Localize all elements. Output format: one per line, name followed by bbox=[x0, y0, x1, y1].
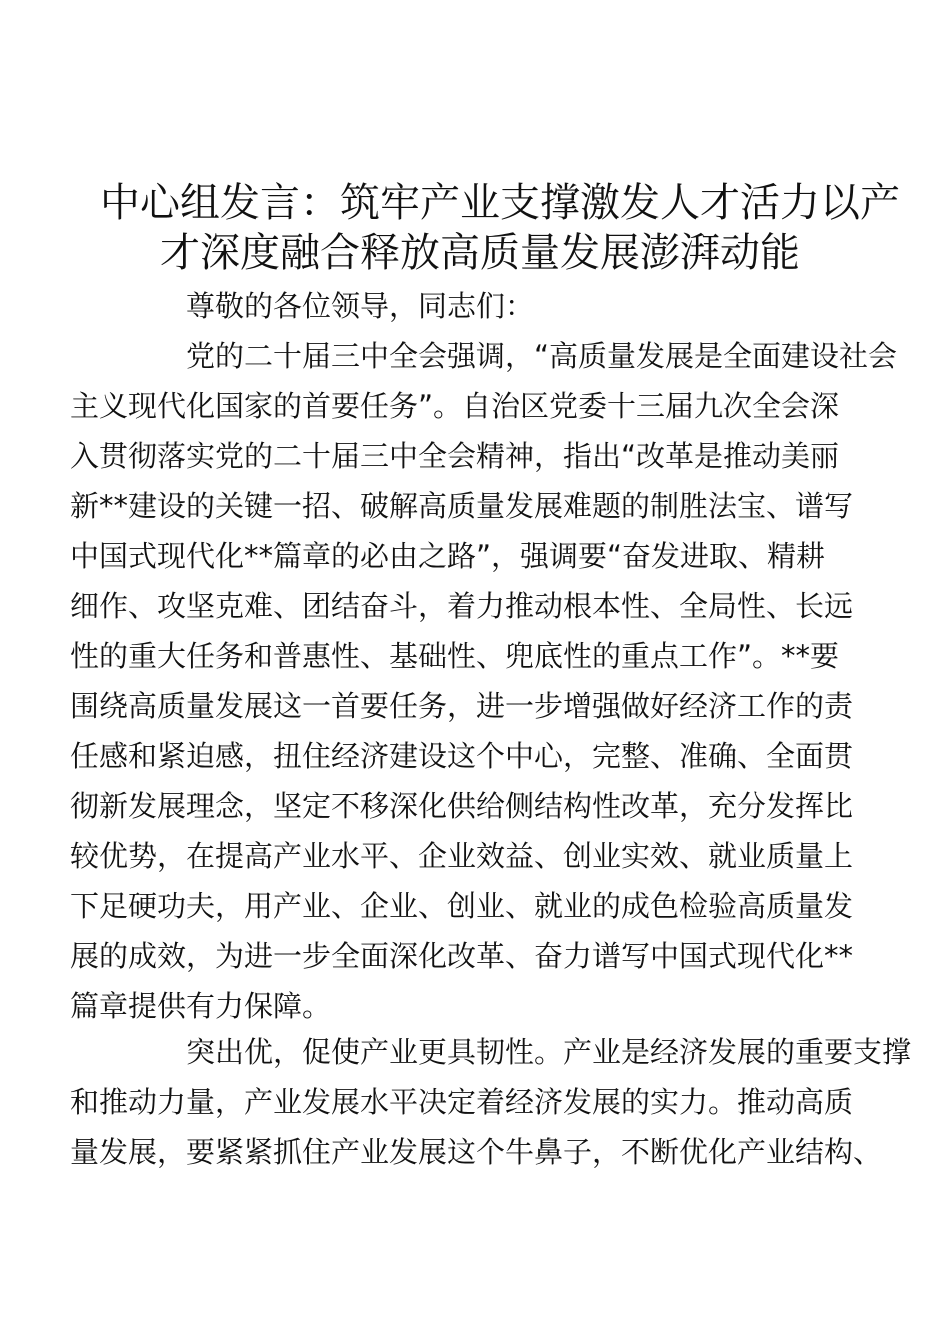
paragraph-2 bbox=[70, 1027, 912, 1177]
paragraph-line: 下足硬功夫，用产业、企业、创业、就业的成色检验高质量发 bbox=[70, 889, 854, 923]
paragraph-line: 细作、攻坚克难、团结奋斗，着力推动根本性、全局性、长远 bbox=[70, 589, 854, 623]
paragraph-line: 新**建设的关键一招、破解高质量发展难题的制胜法宝、谱写 bbox=[70, 489, 854, 523]
title-line-1: 中心组发言：筑牢产业支撑激发人才活力以产 bbox=[100, 180, 900, 226]
document-title bbox=[100, 178, 900, 278]
paragraph-line: 任感和紧迫感，扭住经济建设这个中心，完整、准确、全面贯 bbox=[70, 739, 854, 773]
paragraph-line: 和推动力量，产业发展水平决定着经济发展的实力。推动高质 bbox=[70, 1085, 854, 1119]
paragraph-line: 较优势，在提高产业水平、企业效益、创业实效、就业质量上 bbox=[70, 839, 854, 873]
paragraph-line: 主义现代化国家的首要任务”。自治区党委十三届九次全会深 bbox=[70, 389, 840, 423]
paragraph-line: 突出优，促使产业更具韧性。产业是经济发展的重要支撑 bbox=[186, 1035, 912, 1069]
paragraph-line: 党的二十届三中全会强调，“高质量发展是全面建设社会 bbox=[186, 339, 898, 373]
paragraph-line: 入贯彻落实党的二十届三中全会精神，指出“改革是推动美丽 bbox=[70, 439, 840, 473]
paragraph-line: 性的重大任务和普惠性、基础性、兜底性的重点工作”。**要 bbox=[70, 639, 840, 673]
paragraph-line: 彻新发展理念，坚定不移深化供给侧结构性改革，充分发挥比 bbox=[70, 789, 854, 823]
paragraph-line: 量发展，要紧紧抓住产业发展这个牛鼻子，不断优化产业结构、 bbox=[70, 1135, 883, 1169]
paragraph-line: 围绕高质量发展这一首要任务，进一步增强做好经济工作的责 bbox=[70, 689, 854, 723]
paragraph-1 bbox=[70, 331, 898, 1031]
paragraph-line: 篇章提供有力保障。 bbox=[70, 989, 332, 1023]
paragraph-line: 展的成效，为进一步全面深化改革、奋力谱写中国式现代化** bbox=[70, 939, 854, 973]
salutation: 尊敬的各位领导，同志们： bbox=[186, 289, 535, 323]
paragraph-line: 中国式现代化**篇章的必由之路”，强调要“奋发进取、精耕 bbox=[70, 539, 826, 573]
title-line-2: 才深度融合释放高质量发展澎湃动能 bbox=[160, 230, 800, 276]
